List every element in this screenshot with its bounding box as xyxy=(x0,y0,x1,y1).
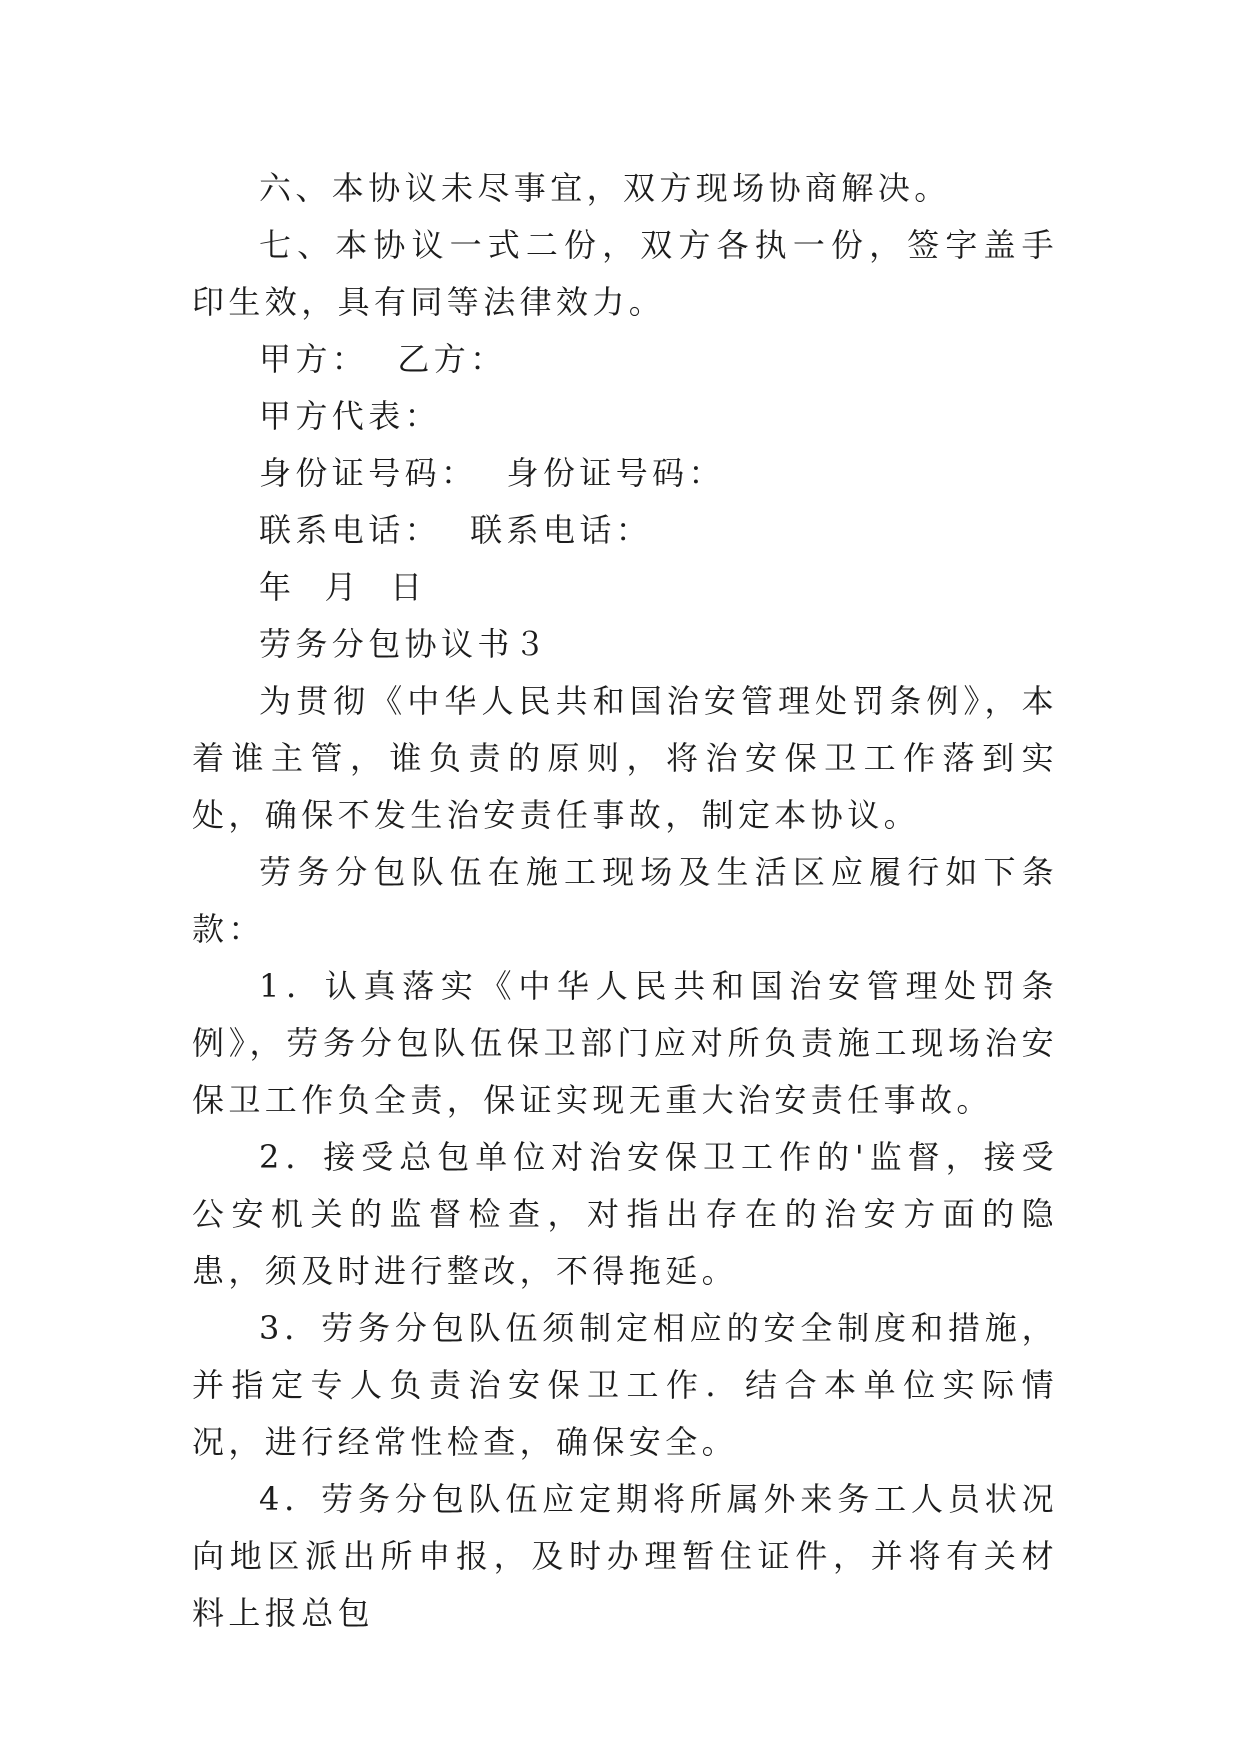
document-body xyxy=(192,160,1058,1642)
paragraph-terms-lead: 劳务分包队伍在施工现场及生活区应履行如下条款： xyxy=(192,853,1058,948)
paragraph-clause-7: 七、本协议一式二份，双方各执一份，签字盖手印生效，具有同等法律效力。 xyxy=(192,226,1058,321)
paragraph-intro: 为贯彻《中华人民共和国治安管理处罚条例》，本着谁主管，谁负责的原则，将治安保卫工作落到实处，确保不发生治安责任事故，制定本协议。 xyxy=(192,682,1058,834)
signature-id-line: 身份证号码： 身份证号码： xyxy=(259,454,725,492)
paragraph-term-3: 3．劳务分包队伍须制定相应的安全制度和措施，并指定专人负责治安保卫工作．结合本单位实际情况，进行经常性检查，确保安全。 xyxy=(192,1309,1058,1461)
signature-party-line: 甲方： 乙方： xyxy=(259,340,507,378)
section-title: 劳务分包协议书３ xyxy=(259,625,551,663)
paragraph-term-2: 2．接受总包单位对治安保卫工作的'监督，接受公安机关的监督检查，对指出存在的治安方面的隐患，须及时进行整改，不得拖延。 xyxy=(192,1138,1058,1290)
paragraph-term-1: 1．认真落实《中华人民共和国治安管理处罚条例》，劳务分包队伍保卫部门应对所负责施工现场治安保卫工作负全责，保证实现无重大治安责任事故。 xyxy=(192,967,1058,1119)
signature-phone-line: 联系电话： 联系电话： xyxy=(259,511,653,549)
signature-representative-line: 甲方代表： xyxy=(259,397,442,435)
paragraph-clause-6: 六、本协议未尽事宜，双方现场协商解决。 xyxy=(259,169,951,207)
paragraph-term-4: 4．劳务分包队伍应定期将所属外来务工人员状况向地区派出所申报，及时办理暂住证件，并将有关材料上报总包 xyxy=(192,1480,1058,1632)
signature-date-line: 年 月 日 xyxy=(259,568,427,606)
